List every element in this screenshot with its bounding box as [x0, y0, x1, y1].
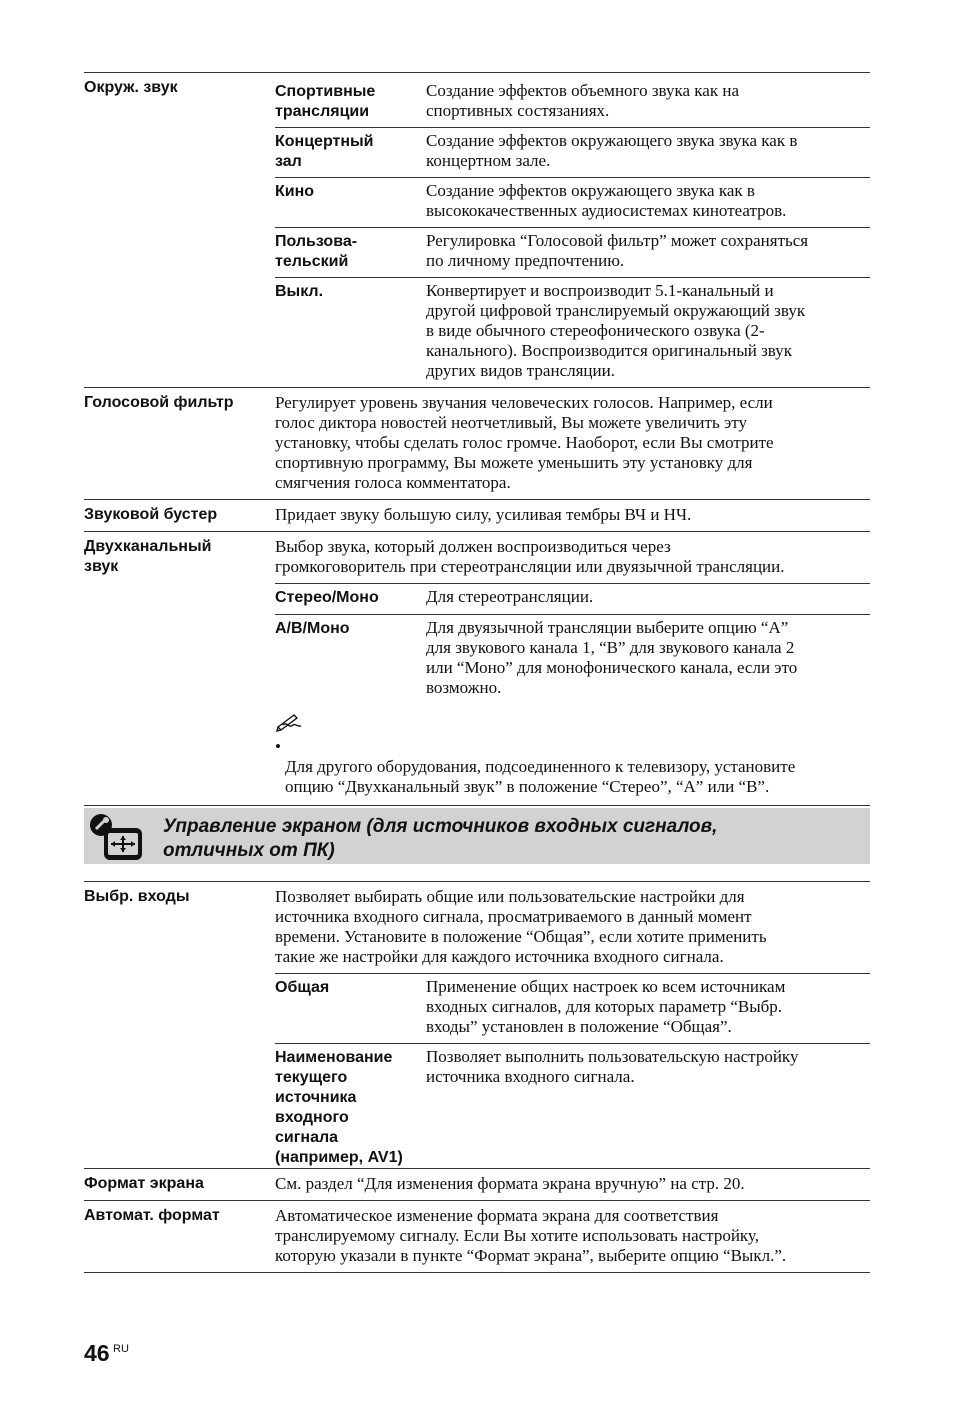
- option-row: [275, 614, 870, 704]
- wrench-screen-icon: [88, 812, 144, 862]
- row-label-dual-sound: Двухканальный звук: [84, 538, 212, 575]
- page-number: 46: [84, 1340, 110, 1366]
- page-language: RU: [113, 1343, 129, 1355]
- option-label: Кино: [275, 183, 315, 200]
- option-desc: Для двуязычной трансляции выберите опцию “A” для звукового канала 1, “B” для звукового канала 2 или “Моно” для монофонического канала, если это возможно.: [426, 618, 798, 697]
- option-desc: Конвертирует и воспроизводит 5.1-канальный и другой цифровой транслируемый окружающий звук в виде обычного стереофонического озвука (2- канального). Воспроизводится оригинальный звук других видов трансляции.: [426, 281, 806, 380]
- row-desc-voice-filter: Регулирует уровень звучания человеческих голосов. Например, если голос диктора новостей неотчетливый, Вы можете увеличить эту установку, чтобы сделать голос громче. Наоборот, если Вы смотрите спортивную программу, Вы можете уменьшить эту установку для смягчения голоса комментатора.: [275, 393, 774, 492]
- option-desc: Позволяет выполнить пользовательскую настройку источника входного сигнала.: [426, 1047, 799, 1086]
- row-desc-screen-format: См. раздел “Для изменения формата экрана вручную” на стр. 20.: [275, 1174, 745, 1193]
- option-row: [275, 1043, 870, 1168]
- option-desc: Создание эффектов объемного звука как на спортивных состязаниях.: [426, 81, 739, 120]
- table-bottom-rule: [84, 1272, 870, 1273]
- option-desc: Для стереотрансляции.: [426, 587, 594, 606]
- option-label: A/B/Моно: [275, 620, 350, 637]
- table-bottom-rule: [84, 805, 870, 806]
- row-label-sound-booster: Звуковой бустер: [84, 506, 218, 523]
- option-row: [275, 277, 870, 387]
- row-desc-dual-sound: Выбор звука, который должен воспроизводиться через громкоговоритель при стереотрансляции или двуязычной трансляции.: [275, 537, 785, 576]
- screen-settings-table: [84, 881, 870, 1273]
- option-desc: Применение общих настроек ко всем источникам входных сигналов, для которых параметр “Выбр. входы” установлен в положение “Общая”.: [426, 977, 786, 1036]
- pencil-note-icon: [275, 712, 303, 732]
- row-label-voice-filter: Голосовой фильтр: [84, 394, 234, 411]
- table-row-surround: [84, 72, 870, 387]
- option-label: Общая: [275, 979, 330, 996]
- row-label-screen-format: Формат экрана: [84, 1175, 204, 1192]
- option-label: Пользова- тельский: [275, 233, 358, 270]
- table-row-screen-format: [84, 1168, 870, 1200]
- table-row-dual-sound: [84, 531, 870, 805]
- option-label: Концертный зал: [275, 133, 374, 170]
- section-title: Управление экраном (для источников входных сигналов, отличных от ПК): [163, 816, 718, 861]
- option-row: [275, 973, 870, 1043]
- sound-settings-table: [84, 72, 870, 806]
- bullet: •: [275, 737, 281, 756]
- option-label: Выкл.: [275, 283, 324, 300]
- table-row-sound-booster: [84, 499, 870, 531]
- option-row: [275, 78, 870, 127]
- row-desc-auto-format: Автоматическое изменение формата экрана для соответствия транслируемому сигналу. Если Вы хотите использовать настройку, которую указали в пункте “Формат экрана”, выберите опцию “Выкл.”.: [275, 1206, 787, 1265]
- table-row-voice-filter: [84, 387, 870, 499]
- section-header: [84, 808, 870, 864]
- row-label-surround: Окруж. звук: [84, 79, 178, 96]
- option-label: Наименование текущего источника входного сигнала (например, AV1): [275, 1049, 403, 1166]
- note-block: [275, 704, 870, 805]
- option-row: [275, 583, 870, 614]
- option-desc: Создание эффектов окружающего звука звука как в концертном зале.: [426, 131, 798, 170]
- row-label-auto-format: Автомат. формат: [84, 1207, 220, 1224]
- option-label: Спортивные трансляции: [275, 83, 376, 120]
- note-text: • Для другого оборудования, подсоединенного к телевизору, установите опцию “Двухканальный звук” в положение “Стерео”, “A” или “B”.: [275, 737, 796, 796]
- row-label-select-inputs: Выбр. входы: [84, 888, 190, 905]
- option-label: Стерео/Моно: [275, 589, 379, 606]
- option-desc: Создание эффектов окружающего звука как в высококачественных аудиосистемах кинотеатров.: [426, 181, 787, 220]
- option-row: [275, 127, 870, 177]
- row-desc-sound-booster: Придает звуку большую силу, усиливая тембры ВЧ и НЧ.: [275, 505, 692, 524]
- option-desc: Регулировка “Голосовой фильтр” может сохраняться по личному предпочтению.: [426, 231, 809, 270]
- option-row: [275, 227, 870, 277]
- row-desc-select-inputs: Позволяет выбирать общие или пользовательские настройки для источника входного сигнала, просматриваемого в данный момент времени. Установите в положение “Общая”, если хотите применить такие же настройки для каждого источника входного сигнала.: [275, 887, 767, 966]
- table-row-select-inputs: [84, 881, 870, 1168]
- option-row: [275, 177, 870, 227]
- table-row-auto-format: [84, 1200, 870, 1272]
